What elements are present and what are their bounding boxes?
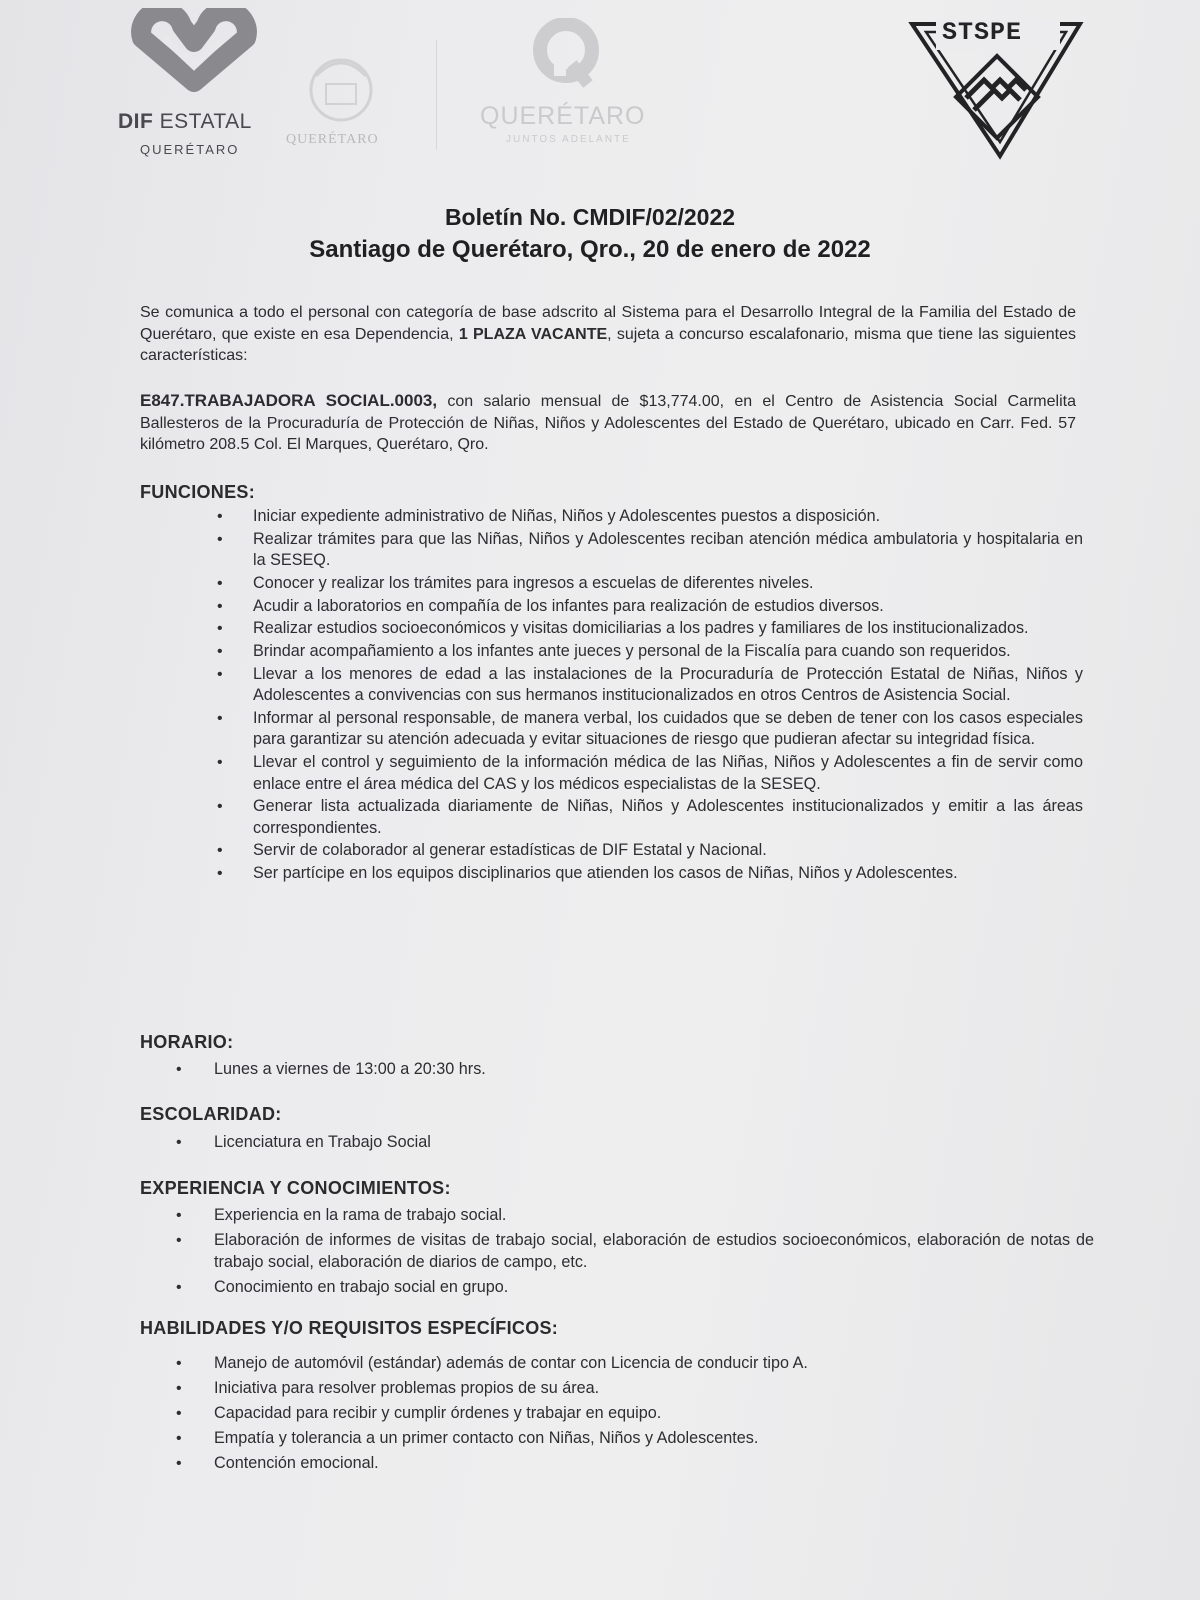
list-item: • Capacidad para recibir y cumplir órdenes y trabajar en equipo. [214, 1403, 1094, 1425]
list-item: • Lunes a viernes de 13:00 a 20:30 hrs. [214, 1059, 1094, 1081]
bulletin-number: Boletín No. CMDIF/02/2022 [444, 204, 736, 230]
queretaro-name: QUERÉTARO [480, 102, 646, 130]
experiencia-heading: EXPERIENCIA Y CONOCIMIENTOS: [140, 1178, 451, 1198]
list-item: • Iniciativa para resolver problemas propios de su área. [214, 1378, 1094, 1400]
dif-name: DIF ESTATAL [118, 110, 252, 133]
list-item: • Elaboración de informes de visitas de trabajo social, elaboración de estudios socioeconómicos, elaboración de notas de trabajo social, elaboración de diarios de campo, etc. [214, 1230, 1094, 1273]
list-item: • Conocer y realizar los trámites para ingresos a escuelas de diferentes niveles. [253, 573, 1083, 595]
list-item: • Informar al personal responsable, de manera verbal, los cuidados que se deben de tener con los casos especiales para garantizar su atención adecuada y evitar situaciones de riesgo que pudieran afectar su integridad física. [253, 708, 1083, 751]
list-item: • Brindar acompañamiento a los infantes ante jueces y personal de la Fiscalía para cuando son requeridos. [253, 641, 1083, 663]
queretaro-q-icon [466, 18, 666, 98]
queretaro-logo [466, 18, 666, 150]
habilidades-list [214, 1353, 1094, 1478]
list-item: • Ser partícipe en los equipos disciplinarios que atienden los casos de Niñas, Niños y Adolescentes. [253, 863, 1083, 885]
position-paragraph: E847.TRABAJADORA SOCIAL.0003, con salario mensual de $13,774.00, en el Centro de Asistencia Social Carmelita Ballesteros de la Procuraduría de Protección de Niñas, Niños y Adolescentes del Estado de Querétaro, ubicado en Carr. Fed. 57 kilómetro 208.5 Col. El Marques, Querétaro, Qro. [140, 391, 1076, 453]
experiencia-list [214, 1205, 1094, 1302]
queretaro-slogan: JUNTOS ADELANTE [506, 134, 631, 145]
list-item: • Llevar el control y seguimiento de la información médica de las Niñas, Niños y Adolescentes a fin de servir como enlace entre el área médica del CAS y los médicos especialistas de la SESEQ. [253, 752, 1083, 795]
bulletin-date: Santiago de Querétaro, Qro., 20 de enero de 2022 [309, 236, 871, 263]
list-item: • Llevar a los menores de edad a las instalaciones de la Procuraduría de Protección Estatal de Niñas, Niños y Adolescentes a convivencias con sus hermanos institucionalizados en otros Centros de Asistencia Social. [253, 664, 1083, 707]
dif-heart-icon [120, 8, 268, 92]
escolaridad-list [214, 1132, 1094, 1157]
habilidades-heading: HABILIDADES Y/O REQUISITOS ESPECÍFICOS: [140, 1318, 559, 1338]
list-item: • Licenciatura en Trabajo Social [214, 1132, 1094, 1154]
logo-divider [436, 40, 437, 150]
escolaridad-heading: ESCOLARIDAD: [140, 1104, 282, 1124]
list-item: • Generar lista actualizada diariamente de Niñas, Niños y Adolescentes institucionalizados y emitir a las áreas correspondientes. [253, 796, 1083, 839]
state-seal-text: QUERÉTARO [286, 132, 379, 147]
list-item: • Experiencia en la rama de trabajo social. [214, 1205, 1094, 1227]
funciones-list [253, 506, 1083, 886]
list-item: • Realizar estudios socioeconómicos y visitas domiciliarias a los padres y familiares de los institucionalizados. [253, 618, 1083, 640]
horario-heading: HORARIO: [140, 1032, 234, 1052]
list-item: • Empatía y tolerancia a un primer contacto con Niñas, Niños y Adolescentes. [214, 1428, 1094, 1450]
intro-paragraph: Se comunica a todo el personal con categoría de base adscrito al Sistema para el Desarrollo Integral de la Familia del Estado de Querétaro, que existe en esa Dependencia, 1 PLAZA VACANTE, sujeta a concurso escalafonario, misma que tiene las siguientes características: [140, 304, 1077, 364]
list-item: • Manejo de automóvil (estándar) además de contar con Licencia de conducir tipo A. [214, 1353, 1094, 1375]
stspe-name: STSPE [942, 18, 1023, 47]
horario-list [214, 1059, 1094, 1084]
list-item: • Iniciar expediente administrativo de Niñas, Niños y Adolescentes puestos a disposición. [253, 506, 1083, 528]
dif-logo [118, 8, 268, 156]
list-item: • Servir de colaborador al generar estadísticas de DIF Estatal y Nacional. [253, 840, 1083, 862]
dif-subtitle: QUERÉTARO [140, 142, 240, 157]
list-item: • Contención emocional. [214, 1453, 1094, 1475]
funciones-heading: FUNCIONES: [140, 482, 255, 502]
list-item: • Conocimiento en trabajo social en grupo. [214, 1277, 1094, 1299]
stspe-logo [908, 18, 1084, 160]
list-item: • Realizar trámites para que las Niñas, Niños y Adolescentes reciban atención médica ambulatoria y hospitalaria en la SESEQ. [253, 529, 1083, 572]
position-code: E847.TRABAJADORA SOCIAL.0003, [140, 391, 438, 410]
list-item: • Acudir a laboratorios en compañía de los infantes para realización de estudios diversos. [253, 596, 1083, 618]
